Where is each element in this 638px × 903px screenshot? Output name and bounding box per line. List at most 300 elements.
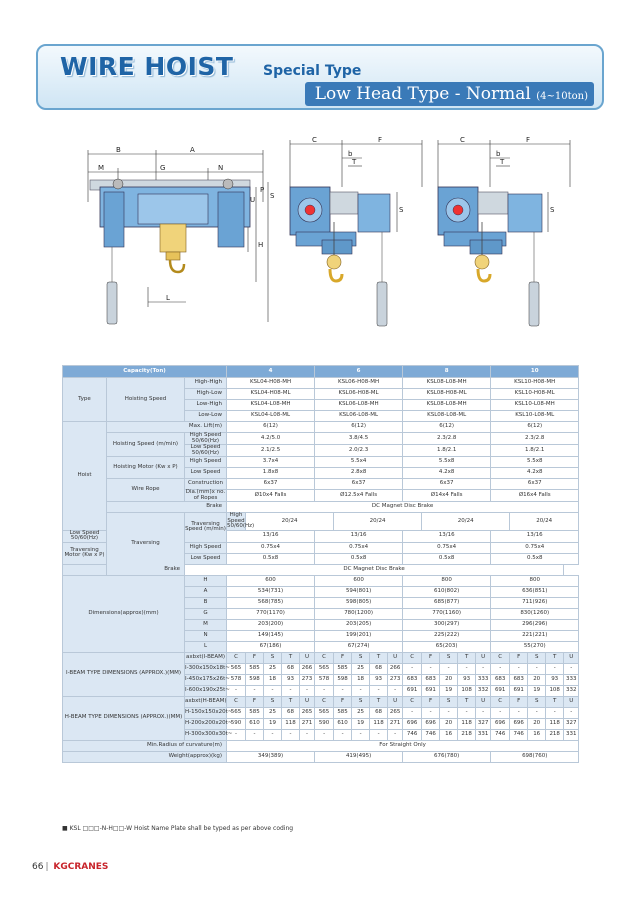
cfstu-header: U	[564, 652, 579, 663]
beam-value-cell: 590	[227, 718, 246, 729]
beam-value-cell: 683	[510, 674, 528, 685]
beam-value-cell: -	[282, 729, 300, 740]
beam-value-cell: 93	[546, 674, 564, 685]
beam-value-cell: 25	[352, 663, 370, 674]
capacity-range: (4~10ton)	[536, 91, 588, 102]
value-cell: 1.8/2.1	[491, 445, 579, 457]
value-cell: 770(1170)	[227, 608, 315, 619]
cfstu-header: S	[264, 652, 282, 663]
beam-value-cell: -	[440, 663, 458, 674]
max-lift-label: Max. Lift(m)	[107, 422, 227, 433]
beam-value-cell: -	[476, 707, 491, 718]
value-cell: 5.5x8	[491, 457, 579, 468]
value-cell: 830(1260)	[491, 608, 579, 619]
beam-body	[63, 652, 579, 740]
beam-size: H-150x150x20t~	[185, 707, 227, 718]
beam-value-cell: -	[282, 685, 300, 696]
beam-value-cell: -	[564, 663, 579, 674]
spec-table	[62, 365, 579, 763]
cfstu-header: S	[528, 652, 546, 663]
value-cell: 600	[227, 575, 315, 586]
dim-key: A	[185, 586, 227, 597]
beam-value-cell: -	[370, 685, 388, 696]
side2-label-s: S	[550, 206, 555, 214]
side1-label-c: C	[312, 136, 317, 144]
value-cell: 5.5x8	[403, 457, 491, 468]
value-cell: 296(296)	[491, 619, 579, 630]
cfstu-header: C	[315, 652, 334, 663]
beam-value-cell: 118	[546, 718, 564, 729]
beam-value-cell: 68	[282, 707, 300, 718]
beam-value-cell: 691	[491, 685, 510, 696]
beam-value-cell: -	[315, 729, 334, 740]
value-cell: 6(12)	[315, 422, 403, 433]
speed-mode: Low-Low	[185, 411, 227, 422]
value-cell: 20/24	[246, 513, 334, 531]
side-view-drawing-2	[430, 132, 580, 357]
beam-value-cell: 18	[352, 674, 370, 685]
beam-value-cell: -	[227, 685, 246, 696]
cfstu-header: U	[388, 652, 403, 663]
value-cell: 0.5x8	[491, 553, 579, 564]
value-cell: 594(801)	[315, 586, 403, 597]
beam-value-cell: -	[246, 729, 264, 740]
page-subtitle: Special Type	[263, 63, 362, 79]
beam-value-cell: -	[440, 707, 458, 718]
beam-value-cell: -	[528, 707, 546, 718]
dim-key: N	[185, 630, 227, 641]
cfstu-header: U	[564, 696, 579, 707]
value-cell: 13/16	[227, 530, 315, 542]
beam-value-cell: 578	[315, 674, 334, 685]
value-cell: 20/24	[334, 513, 422, 531]
value-cell: 3.8/4.5	[315, 433, 403, 445]
beam-value-cell: 696	[422, 718, 440, 729]
value-cell: 711(926)	[491, 597, 579, 608]
value-cell: 0.75x4	[491, 542, 579, 553]
value-cell: 55(270)	[491, 641, 579, 652]
beam-value-cell: 16	[528, 729, 546, 740]
cfstu-header: T	[282, 696, 300, 707]
capacity-value: 6	[315, 366, 403, 378]
beam-value-cell: 19	[352, 718, 370, 729]
value-cell: 203(205)	[315, 619, 403, 630]
beam-value-cell: 585	[246, 707, 264, 718]
beam-value-cell: 271	[300, 718, 315, 729]
beam-value-cell: 696	[491, 718, 510, 729]
table-row	[63, 502, 579, 513]
speed-mode: High-Low	[185, 389, 227, 400]
cfstu-header: F	[334, 652, 352, 663]
beam-value-cell: 218	[546, 729, 564, 740]
table-row	[63, 652, 579, 663]
side2-label-c: C	[460, 136, 465, 144]
beam-value-cell: 118	[370, 718, 388, 729]
beam-value-cell: 18	[264, 674, 282, 685]
cfstu-header: C	[491, 652, 510, 663]
beam-value-cell: 118	[458, 718, 476, 729]
value-cell: Ø14x4 Falls	[403, 490, 491, 502]
beam-size: I-600x190x25t~	[185, 685, 227, 696]
beam-value-cell: 266	[388, 663, 403, 674]
beam-head-label: axbxt(H-BEAM)	[185, 696, 227, 707]
capacity-value: 8	[403, 366, 491, 378]
beam-value-cell: 271	[388, 718, 403, 729]
value-cell: 6x37	[315, 479, 403, 490]
front-view-drawing	[78, 132, 274, 357]
high-speed-label: High Speed	[185, 457, 227, 468]
value-cell: 610(802)	[403, 586, 491, 597]
value-cell: 4.2/5.0	[227, 433, 315, 445]
beam-value-cell: -	[300, 685, 315, 696]
beam-value-cell: 25	[352, 707, 370, 718]
value-cell: 4.2x8	[403, 468, 491, 479]
dim-label-m: M	[98, 164, 105, 172]
cfstu-header: C	[403, 652, 422, 663]
value-cell: 800	[403, 575, 491, 586]
value-cell: 0.5x8	[227, 553, 315, 564]
cfstu-header: T	[282, 652, 300, 663]
dim-label-h: H	[258, 241, 264, 249]
speed-mode: Low-High	[185, 400, 227, 411]
trav-brake-value: DC Magnet Disc Brake	[185, 564, 564, 575]
beam-value-cell: -	[352, 729, 370, 740]
page-title: WIRE HOIST	[60, 52, 234, 81]
cfstu-header: U	[300, 652, 315, 663]
low-speed-hz-label: Low Speed 50/60(Hz)	[63, 530, 107, 542]
beam-value-cell: 25	[264, 663, 282, 674]
dim-label-n: N	[218, 164, 224, 172]
model-cell: KSL06-L08-ML	[315, 411, 403, 422]
beam-value-cell: -	[388, 685, 403, 696]
beam-value-cell: 610	[334, 718, 352, 729]
value-cell: 2.3/2.8	[491, 433, 579, 445]
beam-value-cell: -	[458, 707, 476, 718]
cfstu-header: T	[546, 652, 564, 663]
dim-label-p: P	[260, 186, 265, 194]
value-cell: 676(780)	[403, 751, 491, 762]
value-cell: 6(12)	[491, 422, 579, 433]
dim-key: H	[185, 575, 227, 586]
model-cell: KSL08-L08-MH	[403, 378, 491, 389]
dim-label-b: B	[116, 146, 121, 154]
hoisting-speed-label: Hoisting Speed	[107, 378, 185, 422]
model-cell: KSL04-L08-MH	[227, 400, 315, 411]
beam-value-cell: 108	[458, 685, 476, 696]
side1-label-f: F	[378, 136, 383, 144]
cfstu-header: C	[227, 652, 246, 663]
beam-value-cell: -	[422, 707, 440, 718]
value-cell: 0.5x8	[403, 553, 491, 564]
beam-value-cell: 16	[440, 729, 458, 740]
model-cell: KSL08-L08-ML	[403, 411, 491, 422]
low-speed-label: Low Speed	[185, 468, 227, 479]
table-row	[63, 457, 579, 468]
value-cell: 698(760)	[491, 751, 579, 762]
side1-label-s: S	[399, 206, 404, 214]
value-cell: 419(495)	[315, 751, 403, 762]
value-cell: 199(201)	[315, 630, 403, 641]
value-cell: Ø10x4 Falls	[227, 490, 315, 502]
page-number: 66	[32, 862, 44, 872]
beam-value-cell: -	[510, 663, 528, 674]
beam-size: H-200x200x20t~	[185, 718, 227, 729]
beam-value-cell: 327	[476, 718, 491, 729]
beam-value-cell: 218	[458, 729, 476, 740]
value-cell: 13/16	[403, 530, 491, 542]
side2-label-f: F	[526, 136, 531, 144]
dia-label: Dia.(mm)x no. of Ropes	[185, 489, 226, 501]
beam-value-cell: -	[388, 729, 403, 740]
cfstu-header: S	[264, 696, 282, 707]
dimensions-body	[63, 575, 579, 652]
cfstu-header: F	[510, 696, 528, 707]
value-cell: 300(297)	[403, 619, 491, 630]
beam-value-cell: 93	[458, 674, 476, 685]
value-cell: 149(145)	[227, 630, 315, 641]
beam-value-cell: -	[510, 707, 528, 718]
hoist-motor-label: Hoisting Motor (Kw x P)	[107, 457, 185, 479]
dim-key: G	[185, 608, 227, 619]
beam-value-cell: 565	[315, 707, 334, 718]
beam-value-cell: 20	[440, 674, 458, 685]
beam-value-cell: -	[422, 663, 440, 674]
hoist-brake-value: DC Magnet Disc Brake	[227, 502, 579, 513]
beam-type-label: I-BEAM TYPE DIMENSIONS (APPROX.)(MM)	[63, 652, 185, 696]
beam-value-cell: 565	[315, 663, 334, 674]
cfstu-header: T	[458, 696, 476, 707]
cfstu-header: T	[546, 696, 564, 707]
beam-value-cell: 19	[440, 685, 458, 696]
table-row	[63, 740, 579, 751]
brand-logo: KGCRANES	[53, 862, 109, 872]
cfstu-header: C	[315, 696, 334, 707]
min-radius-label: Min.Radius of curvature(m)	[63, 740, 227, 751]
beam-value-cell: -	[564, 707, 579, 718]
beam-value-cell: 565	[227, 707, 246, 718]
value-cell: 0.75x4	[315, 542, 403, 553]
value-cell: 534(731)	[227, 586, 315, 597]
model-cell: KSL06-H08-ML	[315, 389, 403, 400]
type-text: Low Head Type - Normal	[314, 84, 531, 104]
beam-value-cell: 273	[388, 674, 403, 685]
value-cell: 1.8/2.1	[403, 445, 491, 457]
model-cell: KSL10-H08-MH	[491, 378, 579, 389]
front-view-svg	[78, 132, 274, 357]
value-cell: 6(12)	[227, 422, 315, 433]
capacity-label: Capacity(Ton)	[63, 366, 227, 378]
beam-value-cell: -	[403, 707, 422, 718]
cfstu-header: U	[388, 696, 403, 707]
beam-value-cell: 746	[422, 729, 440, 740]
beam-head-label: axbxt(I-BEAM)	[185, 652, 227, 663]
cfstu-header: U	[476, 696, 491, 707]
beam-value-cell: 746	[491, 729, 510, 740]
footer	[32, 862, 108, 872]
beam-value-cell: -	[403, 663, 422, 674]
cfstu-header: C	[491, 696, 510, 707]
beam-value-cell: 266	[300, 663, 315, 674]
beam-value-cell: 20	[528, 718, 546, 729]
value-cell: 0.75x4	[227, 542, 315, 553]
beam-value-cell: 691	[403, 685, 422, 696]
table-row	[63, 696, 579, 707]
cfstu-header: F	[334, 696, 352, 707]
beam-value-cell: 746	[510, 729, 528, 740]
beam-value-cell: -	[334, 685, 352, 696]
beam-value-cell: 68	[282, 663, 300, 674]
value-cell: 800	[491, 575, 579, 586]
side1-label-t: T	[352, 158, 357, 166]
beam-value-cell: 578	[227, 674, 246, 685]
beam-value-cell: 565	[227, 663, 246, 674]
beam-value-cell: 598	[246, 674, 264, 685]
model-cell: KSL04-H08-ML	[227, 389, 315, 400]
beam-value-cell: 20	[528, 674, 546, 685]
table-row	[63, 575, 579, 586]
side1-label-b: b	[348, 150, 353, 158]
model-cell: KSL06-H08-MH	[315, 378, 403, 389]
value-cell: 600	[315, 575, 403, 586]
model-cell: KSL04-L08-ML	[227, 411, 315, 422]
beam-value-cell: 332	[564, 685, 579, 696]
cfstu-header: T	[370, 696, 388, 707]
trav-motor-label: Traversing Motor (Kw x P)	[63, 542, 107, 564]
capacity-value: 4	[227, 366, 315, 378]
value-cell: 203(200)	[227, 619, 315, 630]
beam-value-cell: -	[546, 663, 564, 674]
value-cell: 2.8x8	[315, 468, 403, 479]
value-cell: 6x37	[403, 479, 491, 490]
hoist-speed-label: Hoisting Speed (m/min)	[107, 433, 185, 457]
model-cell: KSL06-L08-MH	[315, 400, 403, 411]
construction-label: Construction	[185, 479, 227, 490]
low-speed-label: Low Speed	[185, 553, 227, 564]
cfstu-header: S	[528, 696, 546, 707]
value-cell: Ø12.5x4 Falls	[315, 490, 403, 502]
cfstu-header: F	[422, 652, 440, 663]
beam-value-cell: 333	[564, 674, 579, 685]
beam-value-cell: -	[476, 663, 491, 674]
model-cell: KSL10-H08-ML	[491, 389, 579, 400]
value-cell: 20/24	[510, 513, 579, 531]
dim-key: L	[185, 641, 227, 652]
beam-value-cell: -	[458, 663, 476, 674]
traversing-label: Traversing	[107, 513, 185, 576]
beam-value-cell: -	[491, 707, 510, 718]
value-cell: 6x37	[227, 479, 315, 490]
beam-value-cell: 265	[388, 707, 403, 718]
beam-value-cell: 691	[422, 685, 440, 696]
beam-value-cell: -	[491, 663, 510, 674]
beam-value-cell: -	[246, 685, 264, 696]
cfstu-header: T	[458, 652, 476, 663]
beam-value-cell: 331	[564, 729, 579, 740]
cfstu-header: S	[352, 696, 370, 707]
beam-size: I-450x175x26t~	[185, 674, 227, 685]
weight-label: Weight(approx)(kg)	[63, 751, 227, 762]
beam-value-cell: -	[546, 707, 564, 718]
dim-label-l: L	[166, 294, 170, 302]
low-speed-hz-label: Low Speed 50/60(Hz)	[185, 445, 227, 457]
model-cell: KSL10-L08-MH	[491, 400, 579, 411]
value-cell: 636(851)	[491, 586, 579, 597]
value-cell: 770(1160)	[403, 608, 491, 619]
beam-type-label: H-BEAM TYPE DIMENSIONS (APPROX.)(MM)	[63, 696, 185, 740]
value-cell: 598(805)	[315, 597, 403, 608]
side-view-1-svg	[282, 132, 432, 357]
beam-value-cell: 93	[282, 674, 300, 685]
table-row	[63, 422, 579, 433]
beam-value-cell: -	[300, 729, 315, 740]
beam-value-cell: 19	[528, 685, 546, 696]
trav-speed-label: Traversing Speed (m/min)	[185, 513, 227, 543]
beam-value-cell: 585	[246, 663, 264, 674]
wire-rope-label: Wire Rope	[107, 479, 185, 502]
beam-value-cell: 585	[334, 707, 352, 718]
value-cell: 1.8x8	[227, 468, 315, 479]
value-cell: 3.7x4	[227, 457, 315, 468]
cfstu-header: S	[352, 652, 370, 663]
beam-value-cell: 108	[546, 685, 564, 696]
cfstu-header: S	[440, 652, 458, 663]
value-cell: 20/24	[422, 513, 510, 531]
cfstu-header: C	[227, 696, 246, 707]
dim-key: B	[185, 597, 227, 608]
hoist-brake-label: Brake	[107, 502, 227, 513]
type-badge	[305, 82, 594, 106]
beam-value-cell: -	[352, 685, 370, 696]
title-banner	[36, 44, 604, 110]
cfstu-header: C	[403, 696, 422, 707]
beam-value-cell: -	[370, 729, 388, 740]
speed-mode: High-High	[185, 378, 227, 389]
beam-size: I-300x150x18t~	[185, 663, 227, 674]
beam-value-cell: 746	[403, 729, 422, 740]
model-cell: KSL04-H08-MH	[227, 378, 315, 389]
side-view-drawing-1	[282, 132, 432, 357]
value-cell: 225(222)	[403, 630, 491, 641]
table-row	[63, 433, 579, 445]
beam-value-cell: 598	[334, 674, 352, 685]
model-cell: KSL08-H08-ML	[403, 389, 491, 400]
beam-value-cell: 590	[315, 718, 334, 729]
capacity-value: 10	[491, 366, 579, 378]
min-radius-value: For Straight Only	[227, 740, 579, 751]
beam-value-cell: 332	[476, 685, 491, 696]
beam-value-cell: 683	[491, 674, 510, 685]
value-cell: 13/16	[491, 530, 579, 542]
beam-value-cell: -	[334, 729, 352, 740]
side-view-2-svg	[430, 132, 580, 357]
beam-value-cell: 93	[370, 674, 388, 685]
value-cell: 67(274)	[315, 641, 403, 652]
beam-value-cell: 68	[370, 663, 388, 674]
dim-label-a: A	[190, 146, 195, 154]
value-cell: 5.5x4	[315, 457, 403, 468]
dimensions-label: Dimensions(approx)(mm)	[63, 575, 185, 652]
table-row	[63, 751, 579, 762]
table-row	[63, 513, 579, 531]
cfstu-header: F	[246, 696, 264, 707]
cfstu-header: T	[370, 652, 388, 663]
value-cell: 2.3/2.8	[403, 433, 491, 445]
value-cell: 2.1/2.5	[227, 445, 315, 457]
beam-value-cell: 696	[510, 718, 528, 729]
dim-label-g: G	[160, 164, 166, 172]
value-cell: 6x37	[491, 479, 579, 490]
beam-value-cell: 696	[403, 718, 422, 729]
